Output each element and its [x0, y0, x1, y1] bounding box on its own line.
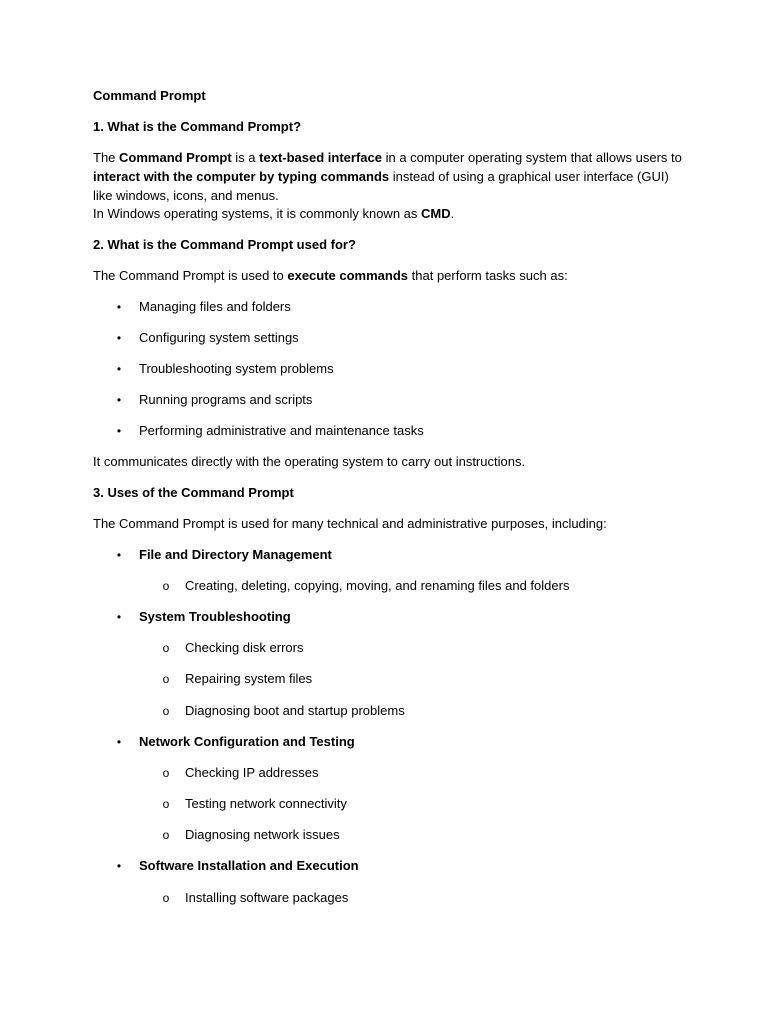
- bullet-icon: •: [116, 735, 122, 749]
- section-1-paragraph-line-2: interact with the computer by typing commands instead of using a graphical user interface (GUI): [93, 169, 669, 184]
- sub-bullet-icon: o: [162, 766, 170, 780]
- list-group-label: File and Directory Management: [139, 547, 332, 562]
- list-group-label: System Troubleshooting: [139, 609, 291, 624]
- sub-bullet-icon: o: [162, 641, 170, 655]
- section-2-intro: The Command Prompt is used to execute commands that perform tasks such as:: [93, 268, 568, 283]
- section-1-paragraph-line-4: In Windows operating systems, it is commonly known as CMD.: [93, 206, 455, 221]
- list-group-label: Software Installation and Execution: [139, 858, 359, 873]
- bullet-icon: •: [116, 362, 122, 376]
- sub-list-item: Installing software packages: [185, 890, 349, 905]
- bullet-icon: •: [116, 859, 122, 873]
- list-group-label: Network Configuration and Testing: [139, 734, 355, 749]
- section-2-outro: It communicates directly with the operating system to carry out instructions.: [93, 454, 526, 469]
- section-1-heading: 1. What is the Command Prompt?: [93, 119, 302, 134]
- list-item: Troubleshooting system problems: [139, 361, 334, 376]
- list-item: Managing files and folders: [139, 299, 291, 314]
- sub-list-item: Creating, deleting, copying, moving, and renaming files and folders: [185, 578, 570, 593]
- bullet-icon: •: [116, 331, 122, 345]
- sub-list-item: Repairing system files: [185, 671, 313, 686]
- bullet-icon: •: [116, 393, 122, 407]
- sub-bullet-icon: o: [162, 704, 170, 718]
- document-title: Command Prompt: [93, 88, 206, 103]
- section-2-heading: 2. What is the Command Prompt used for?: [93, 237, 356, 252]
- section-3-intro: The Command Prompt is used for many technical and administrative purposes, including:: [93, 516, 607, 531]
- sub-list-item: Testing network connectivity: [185, 796, 347, 811]
- bullet-icon: •: [116, 610, 122, 624]
- sub-bullet-icon: o: [162, 797, 170, 811]
- bullet-icon: •: [116, 548, 122, 562]
- section-3-heading: 3. Uses of the Command Prompt: [93, 485, 294, 500]
- sub-bullet-icon: o: [162, 828, 170, 842]
- sub-bullet-icon: o: [162, 891, 170, 905]
- sub-list-item: Checking IP addresses: [185, 765, 319, 780]
- sub-bullet-icon: o: [162, 672, 170, 686]
- sub-list-item: Diagnosing network issues: [185, 827, 340, 842]
- list-item: Running programs and scripts: [139, 392, 313, 407]
- section-1-paragraph-line-1: The Command Prompt is a text-based interface in a computer operating system that allows users to: [93, 150, 682, 165]
- sub-list-item: Diagnosing boot and startup problems: [185, 703, 405, 718]
- list-item: Performing administrative and maintenance tasks: [139, 423, 424, 438]
- bullet-icon: •: [116, 300, 122, 314]
- bullet-icon: •: [116, 424, 122, 438]
- list-item: Configuring system settings: [139, 330, 299, 345]
- sub-list-item: Checking disk errors: [185, 640, 304, 655]
- sub-bullet-icon: o: [162, 579, 170, 593]
- section-1-paragraph-line-3: like windows, icons, and menus.: [93, 188, 279, 203]
